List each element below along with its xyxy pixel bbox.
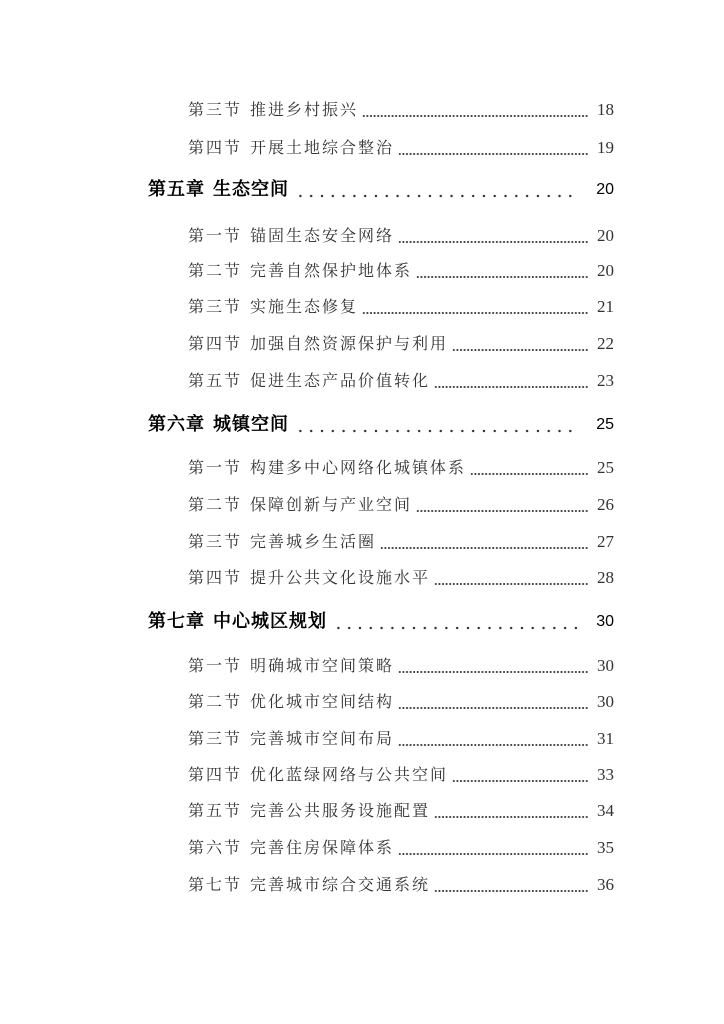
section-number: 第四节 [188, 334, 243, 353]
toc-entry-section [188, 329, 614, 359]
chapter-number: 第五章 [148, 179, 205, 200]
chapter-title: 城镇空间 [213, 414, 289, 435]
dot-leader [416, 256, 588, 286]
toc-entry-section [188, 796, 614, 826]
section-title: 完善城市空间布局 [250, 729, 395, 748]
chapter-number: 第六章 [148, 414, 205, 435]
chapter-number: 第七章 [148, 611, 205, 632]
section-number: 第二节 [188, 261, 243, 280]
section-number: 第一节 [188, 226, 243, 245]
page-number: 36 [597, 875, 614, 894]
section-number: 第三节 [188, 729, 243, 748]
section-title: 优化蓝绿网络与公共空间 [250, 765, 449, 784]
section-number: 第五节 [188, 801, 243, 820]
toc-entry-chapter [148, 175, 614, 205]
page-number: 30 [597, 692, 614, 711]
dot-leader [434, 563, 588, 593]
dot-leader [362, 95, 588, 125]
page-number: 28 [597, 568, 614, 587]
dot-leader [362, 292, 588, 322]
toc-entry-section [188, 760, 614, 790]
section-number: 第四节 [188, 138, 243, 157]
page-number: 23 [597, 371, 614, 390]
dot-leader [416, 490, 588, 520]
section-number: 第二节 [188, 692, 243, 711]
page-number: 25 [596, 416, 614, 433]
dot-leader [434, 796, 588, 826]
toc-entry-section [188, 453, 614, 483]
section-title: 优化城市空间结构 [250, 692, 395, 711]
page-number: 34 [597, 801, 614, 820]
section-title: 锚固生态安全网络 [250, 226, 395, 245]
dot-leader [295, 175, 578, 205]
toc-entry-section [188, 221, 614, 251]
section-title: 开展土地综合整治 [250, 138, 395, 157]
toc-entry-section [188, 870, 614, 900]
section-title: 完善住房保障体系 [250, 838, 395, 857]
section-number: 第一节 [188, 656, 243, 675]
section-title: 构建多中心网络化城镇体系 [250, 458, 467, 477]
toc-entry-chapter [148, 607, 614, 637]
chapter-title: 中心城区规划 [213, 611, 327, 632]
section-title: 完善自然保护地体系 [250, 261, 413, 280]
section-number: 第一节 [188, 458, 243, 477]
page-number: 20 [596, 181, 614, 198]
dot-leader [398, 687, 588, 717]
page-number: 22 [597, 334, 614, 353]
section-title: 完善城乡生活圈 [250, 532, 377, 551]
dot-leader [398, 724, 588, 754]
dot-leader [333, 607, 578, 637]
dot-leader [434, 366, 588, 396]
toc-entry-section [188, 651, 614, 681]
page-number: 27 [597, 532, 614, 551]
section-number: 第三节 [188, 532, 243, 551]
section-number: 第四节 [188, 765, 243, 784]
dot-leader [452, 760, 588, 790]
toc-entry-section [188, 833, 614, 863]
page-number: 21 [597, 297, 614, 316]
section-title: 促进生态产品价值转化 [250, 371, 431, 390]
dot-leader [470, 453, 588, 483]
section-number: 第三节 [188, 297, 243, 316]
page-number: 30 [596, 613, 614, 630]
section-number: 第二节 [188, 495, 243, 514]
dot-leader [434, 870, 588, 900]
dot-leader [398, 133, 588, 163]
section-title: 推进乡村振兴 [250, 100, 359, 119]
chapter-title: 生态空间 [213, 179, 289, 200]
section-number: 第六节 [188, 838, 243, 857]
toc-entry-section [188, 366, 614, 396]
toc-entry-section [188, 256, 614, 286]
toc-entry-section [188, 490, 614, 520]
toc-entry-section [188, 724, 614, 754]
section-title: 提升公共文化设施水平 [250, 568, 431, 587]
page-number: 19 [597, 138, 614, 157]
section-title: 保障创新与产业空间 [250, 495, 413, 514]
toc-entry-section [188, 527, 614, 557]
page-number: 30 [597, 656, 614, 675]
page-number: 20 [597, 226, 614, 245]
toc-entry-section [188, 687, 614, 717]
section-title: 加强自然资源保护与利用 [250, 334, 449, 353]
section-title: 明确城市空间策略 [250, 656, 395, 675]
dot-leader [452, 329, 588, 359]
toc-entry-section [188, 292, 614, 322]
dot-leader [295, 410, 578, 440]
section-title: 完善城市综合交通系统 [250, 875, 431, 894]
section-number: 第三节 [188, 100, 243, 119]
page-number: 20 [597, 261, 614, 280]
toc-entry-section [188, 95, 614, 125]
dot-leader [398, 833, 588, 863]
section-number: 第七节 [188, 875, 243, 894]
page-number: 31 [597, 729, 614, 748]
section-title: 实施生态修复 [250, 297, 359, 316]
section-title: 完善公共服务设施配置 [250, 801, 431, 820]
page-number: 33 [597, 765, 614, 784]
toc-entry-section [188, 563, 614, 593]
page-number: 35 [597, 838, 614, 857]
toc-entry-chapter [148, 410, 614, 440]
dot-leader [380, 527, 588, 557]
page-number: 18 [597, 100, 614, 119]
toc-entry-section [188, 133, 614, 163]
dot-leader [398, 221, 588, 251]
section-number: 第四节 [188, 568, 243, 587]
section-number: 第五节 [188, 371, 243, 390]
page-number: 25 [597, 458, 614, 477]
dot-leader [398, 651, 588, 681]
page-number: 26 [597, 495, 614, 514]
